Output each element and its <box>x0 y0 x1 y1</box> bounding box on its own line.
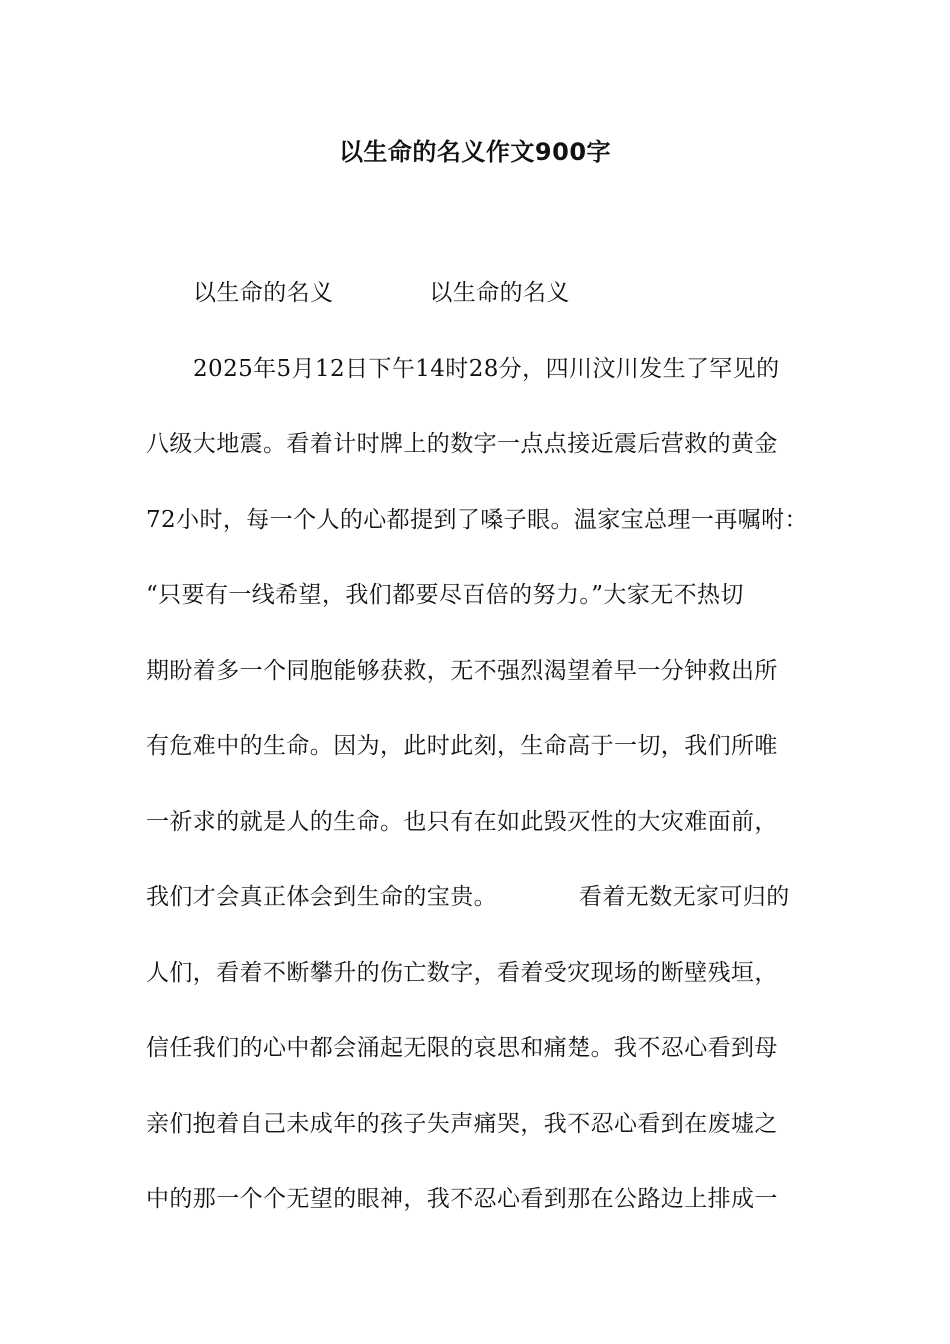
subtitle-line <box>146 256 818 332</box>
paragraph-line: 人们，看着不断攀升的伤亡数字，看着受灾现场的断壁残垣， <box>146 959 778 986</box>
paragraph-line: 期盼着多一个同胞能够获救，无不强烈渴望着早一分钟救出所 <box>146 657 778 684</box>
paragraph-line: 有危难中的生命。因为，此时此刻，生命高于一切，我们所唯 <box>146 733 778 759</box>
paragraph-line: “只要有一线希望，我们都要尽百倍的努力。”大家无不热切 <box>146 582 744 608</box>
paragraph-line: 亲们抱着自己未成年的孩子失声痛哭，我不忍心看到在废墟之 <box>146 1110 778 1137</box>
paragraph-line: 一祈求的就是人的生命。也只有在如此毁灭性的大灾难面前， <box>146 808 778 835</box>
paragraph-line: 信任我们的心中都会涌起无限的哀思和痛楚。我不忍心看到母 <box>146 1035 778 1061</box>
paragraph-fragment: 我们才会真正体会到生命的宝贵。 <box>146 884 497 910</box>
paragraph-line: 2025年5月12日下午14时28分，四川汶川发生了罕见的 <box>193 355 780 382</box>
paragraph-line: 中的那一个个无望的眼神，我不忍心看到那在公路边上排成一 <box>146 1186 778 1212</box>
document-title: 以生命的名义作文900字 <box>338 138 612 166</box>
paragraph-fragment: 看着无数无家可归的 <box>579 884 790 910</box>
subtitle-left: 以生命的名义 <box>193 280 334 306</box>
subtitle-right: 以生命的名义 <box>429 280 570 306</box>
paragraph-line <box>146 860 818 936</box>
paragraph-line: 72小时，每一个人的心都提到了嗓子眼。温家宝总理一再嘱咐： <box>146 506 808 533</box>
document-body <box>146 256 818 1238</box>
paragraph-line: 八级大地震。看着计时牌上的数字一点点接近震后营救的黄金 <box>146 431 778 457</box>
